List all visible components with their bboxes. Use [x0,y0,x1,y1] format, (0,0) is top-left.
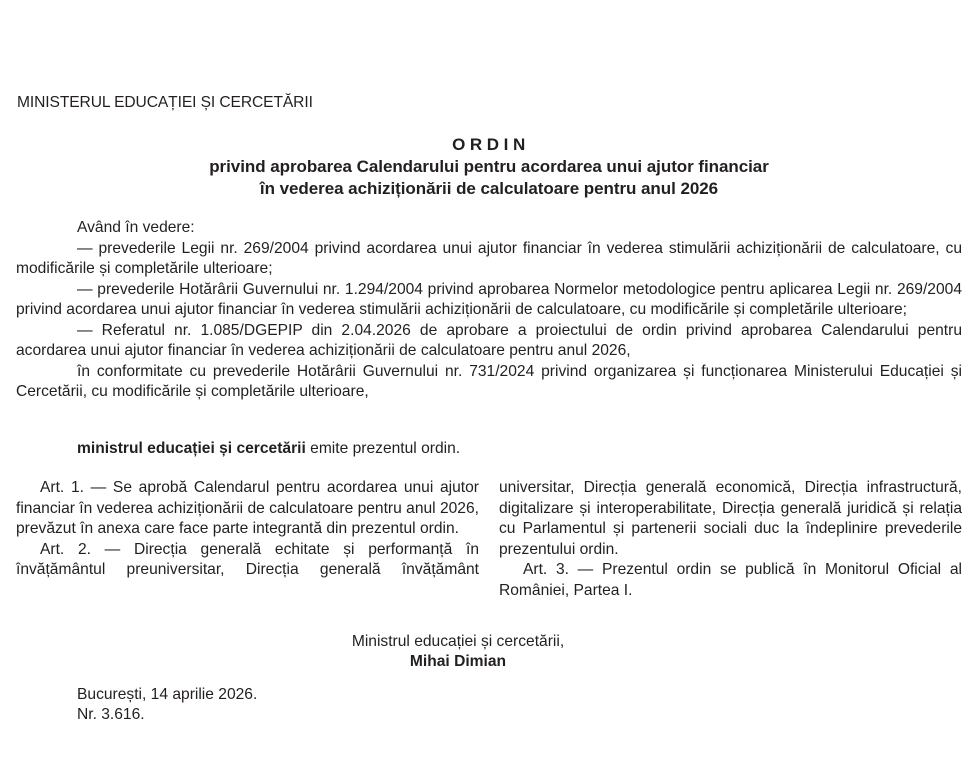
place-date-block [77,685,257,725]
title-block [0,134,978,200]
order-number: Nr. 3.616. [77,706,145,723]
preamble-intro: Având în vedere: [77,219,195,236]
document-type-title: ORDIN [452,135,530,154]
preamble-item-law: — prevederile Legii nr. 269/2004 privind acordarea unui ajutor financiar în vederea stimulării achiziționării de calculatoare, cu modificările și completările ulterioare; [16,239,962,277]
place-and-date: București, 14 aprilie 2026. [77,686,258,703]
articles-section [16,478,962,601]
issuing-formula [77,439,460,460]
signatory-role: Ministrul educației și cercetării, [351,633,565,650]
signature-block [0,632,916,672]
article-2-start: Art. 2. — Direcția generală echitate și performanță în învățământul preuniversitar, Direcția generală învățământ [16,540,479,578]
preamble-conformity: în conformitate cu prevederile Hotărârii Guvernului nr. 731/2024 privind organizarea și funcționarea Ministerului Educației și Cercetării, cu modificările și completările ulterioare, [16,362,962,400]
issuer-header: MINISTERUL EDUCAȚIEI ȘI CERCETĂRII [17,94,313,111]
article-2-continued: universitar, Direcția generală economică, Direcția infrastructură, digitalizare și interoperabilitate, Direcția generală juridică și relația cu Parlamentul și partenerii sociali duc la îndeplinire prevederile prezentului ordin. [499,479,962,558]
issuing-authority: ministrul educației și cercetării [77,440,306,457]
preamble-item-report: — Referatul nr. 1.085/DGEPIP din 2.04.2026 de aprobare a proiectului de ordin privind aprobarea Calendarului pentru acordarea unui ajutor financiar în vederea achiziționării de calculatoare pentru anul 2026, [16,321,962,359]
preamble [16,218,962,403]
preamble-item-government-decision: — prevederile Hotărârii Guvernului nr. 1.294/2004 privind aprobarea Normelor metodologice pentru aplicarea Legii nr. 269/2004 privind acordarea unui ajutor financiar în vederea stimulării achiziționării de calculatoare, cu modificările și completările ulterioare; [16,280,962,318]
articles-left-column [16,478,479,601]
articles-right-column [499,478,962,601]
article-1: Art. 1. — Se aprobă Calendarul pentru acordarea unui ajutor financiar în vederea achiziționării de calculatoare pentru anul 2026, prevăzut în anexa care face parte integrantă din prezentul ordin. [16,479,479,537]
document-subtitle-line-1: privind aprobarea Calendarului pentru acordarea unui ajutor financiar [209,157,769,176]
issuing-statement: emite prezentul ordin. [305,440,461,457]
signatory-name: Mihai Dimian [409,653,507,670]
document-subtitle-line-2: în vederea achiziționării de calculatoare pentru anul 2026 [259,179,719,198]
article-3: Art. 3. — Prezentul ordin se publică în Monitorul Oficial al României, Partea I. [499,561,962,599]
